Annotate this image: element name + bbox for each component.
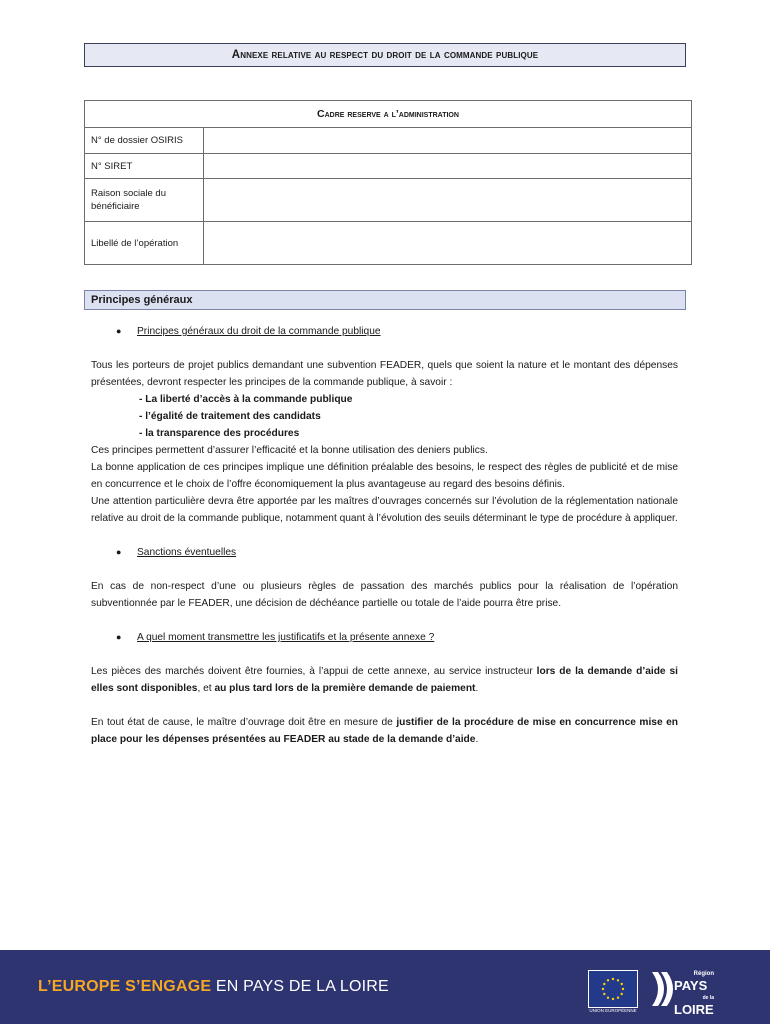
slogan-highlight: L’EUROPE S’ENGAGE: [38, 978, 212, 995]
paragraph: [91, 714, 678, 748]
text-run-bold: lors de la demande d’aide si elles sont disponibles: [91, 666, 679, 694]
row-label-siret: N° SIRET: [85, 154, 204, 179]
paragraph: Une attention particulière devra être apportée par les maîtres d’ouvrages concernés sur l’évolution de la réglementation nationale relative au droit de la commande publique, notamment quant à l’évolution des seuils déterminant le type de procédure à appliquer.: [91, 496, 678, 524]
eu-flag-icon: [588, 970, 638, 1008]
text-run: .: [475, 683, 479, 694]
admin-table-header: Cadre reserve a l’administration: [85, 101, 692, 128]
bullet-item: [116, 544, 678, 561]
bullet-icon: ●: [116, 547, 122, 557]
paragraph: Tous les porteurs de projet publics demandant une subvention FEADER, quels que soient la nature et le montant des dépenses présentées, devront respecter les principes de la commande publique, à savoir :: [91, 360, 678, 388]
row-value-raison-sociale[interactable]: [204, 179, 692, 222]
bullet-item: [116, 629, 678, 646]
footer-band: [0, 950, 770, 1024]
document-body: [91, 323, 678, 748]
table-row: [85, 154, 692, 179]
text-run: , et: [197, 683, 215, 694]
row-label-osiris: N° de dossier OSIRIS: [85, 128, 204, 154]
paragraph: [91, 663, 678, 697]
row-value-siret[interactable]: [204, 154, 692, 179]
region-name-1: PAYS: [674, 978, 708, 993]
bullet-principes: Principes généraux du droit de la commande publique: [137, 326, 381, 337]
document-title: Annexe relative au respect du droit de la commande publique: [84, 43, 686, 67]
bullet-icon: ●: [116, 326, 122, 336]
text-run: En tout état de cause, le maître d’ouvrage doit être en mesure de: [91, 717, 397, 728]
bullet-item: [116, 323, 678, 340]
region-wordmark: [674, 968, 714, 1016]
eu-stars-icon: [589, 971, 637, 1007]
table-row: [85, 222, 692, 265]
bullet-icon: ●: [116, 632, 122, 642]
paragraph: En cas de non-respect d’une ou plusieurs règles de passation des marchés publics pour la réalisation de l’opération subventionnée par le FEADER, une décision de déchéance partielle ou totale de l’aide pourra être prise.: [91, 581, 678, 609]
text-run: Les pièces des marchés doivent être fournies, à l’appui de cette annexe, au service instructeur: [91, 666, 537, 677]
region-name-2: LOIRE: [674, 1002, 714, 1017]
section-title: Principes généraux: [84, 290, 686, 310]
region-connector: de la: [702, 995, 714, 1001]
text-run-bold: justifier de la procédure de mise en concurrence mise en place pour les dépenses présentées au FEADER au stade de la demande d’aide: [91, 717, 678, 745]
principle-item: - l’égalité de traitement des candidats: [139, 411, 321, 422]
principle-item: - La liberté d’accès à la commande publique: [139, 394, 353, 405]
slogan-rest: EN PAYS DE LA LOIRE: [211, 978, 389, 995]
paragraph: Ces principes permettent d’assurer l’efficacité et la bonne utilisation des deniers publics.: [91, 445, 488, 456]
table-row: [85, 128, 692, 154]
region-label: Région: [693, 971, 714, 977]
bullet-quand: A quel moment transmettre les justificatifs et la présente annexe ?: [137, 632, 435, 643]
text-run: .: [475, 734, 479, 745]
footer-slogan: [38, 978, 389, 996]
bullet-sanctions: Sanctions éventuelles: [137, 547, 237, 558]
row-value-libelle[interactable]: [204, 222, 692, 265]
eu-caption: UNION EUROPÉENNE: [589, 1008, 637, 1013]
row-value-osiris[interactable]: [204, 128, 692, 154]
row-label-libelle: Libellé de l’opération: [85, 222, 204, 265]
row-label-raison-sociale: Raison sociale du bénéficiaire: [85, 179, 204, 222]
paragraph: La bonne application de ces principes implique une définition préalable des besoins, le respect des règles de publicité et de mise en concurrence et le choix de l’offre économiquement la plus avantageuse au regard des besoins définis.: [91, 462, 678, 490]
principle-item: - la transparence des procédures: [139, 428, 300, 439]
admin-table: [84, 100, 692, 265]
text-run-bold: au plus tard lors de la première demande de paiement: [214, 683, 476, 694]
table-row: [85, 179, 692, 222]
